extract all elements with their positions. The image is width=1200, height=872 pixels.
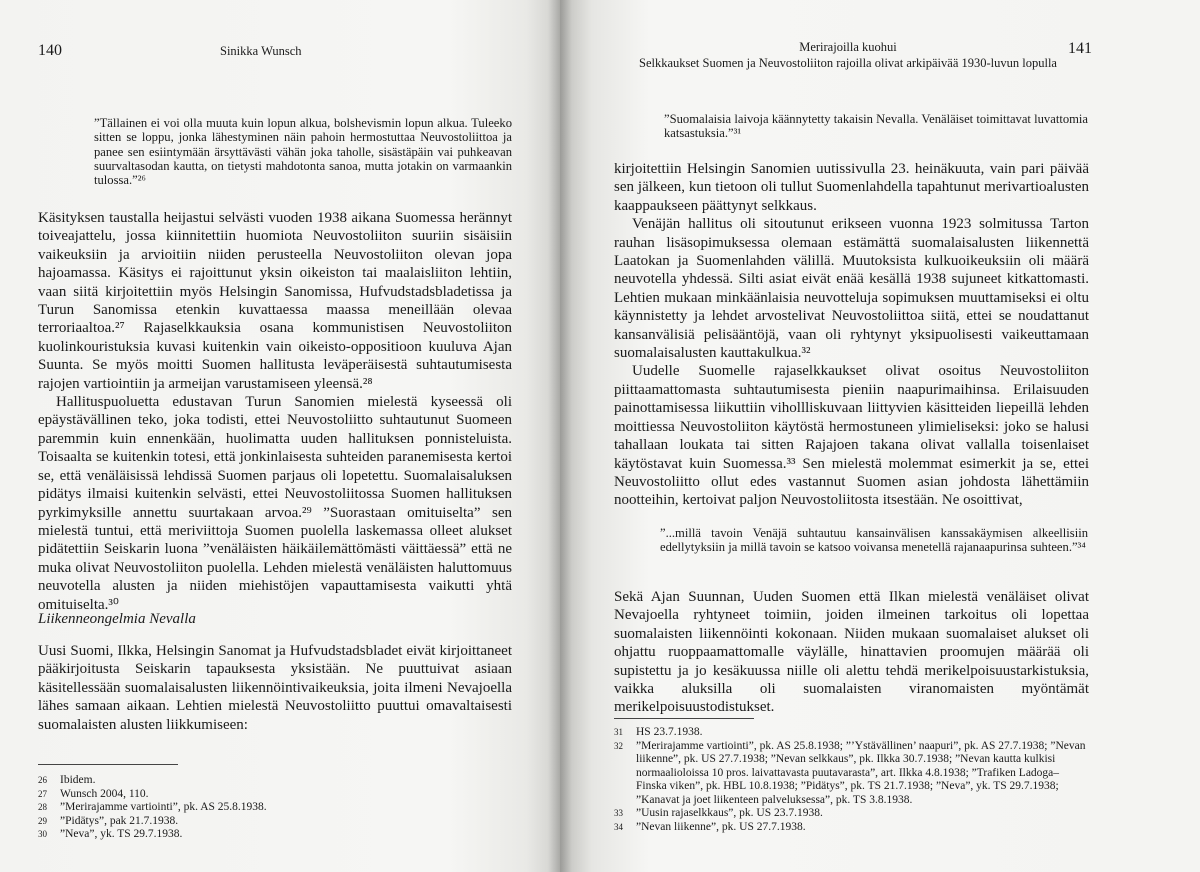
section-heading: Liikenneongelmia Nevalla: [38, 611, 196, 627]
book-gutter: [548, 0, 572, 872]
footnote: 29 ”Pidätys”, pak 21.7.1938.: [38, 814, 179, 827]
running-head: Sinikka Wunsch: [220, 44, 302, 58]
paragraph: Käsityksen taustalla heijastui selvästi vuoden 1938 aikana Suomessa herännyt toiveajattelu, jossa kiinnitettiin huomiota Neuvostoliiton suuriin sisäisiin vaikeuksiin ja arvioitiin niiden perusteella Neuvostoliiton olevan jopa hajoamassa. Käsitys ei rajoittunut yksin oikeiston tai maalaisliiton lehtiin, vaan siitä kirjoitettiin myös Helsingin Sanomissa, Hufvudstadsbladetissa ja Turun Sanomissa etenkin kuvattaessa maassa meneillään olevaa terroriaaltoa.²⁷ Rajaselkkauksia osana kommunistisen Neuvostoliiton kuolinkouristuksia kuvasi kuitenkin vain oikeisto-oppositioon kuuluva Ajan Suunta. Se myös moitti Suomen hallitusta leväperäisestä suhtautumisesta rajojen vartiointiin ja armeijan varustamiseen yleensä.²⁸: [38, 210, 512, 392]
page-number: 141: [1068, 40, 1092, 57]
paragraph: Venäjän hallitus oli sitoutunut erikseen vuonna 1923 solmitussa Tarton rauhan lisäsopimuksessa olemaan estämättä suomalaisalusten liikennettä Laatokan ja Suomenlahden välillä. Muutoksista kulkuoikeuksiin oli määrä neuvotella yhdessä. Silti asiat eivät enää kesällä 1938 sujuneet kitkattomasti. Lehtien mukaan minkäänlaisia neuvotteluja sopimuksen muuttamiseksi ei oltu käynnistetty ja lehdet arvostelivat Neuvostoliittoa siitä, ettei se noudattanut kansanvälisiä pelisääntöjä, vaan oli ryhtynyt yksipuolisesti vaikeuttamaan suomalaisalusten kauttakulkua.³²: [614, 216, 1089, 362]
footnote: 34 ”Nevan liikenne”, pk. US 27.7.1938.: [614, 820, 806, 833]
footnote: 26 Ibidem.: [38, 774, 96, 786]
page-number: 140: [38, 42, 62, 59]
block-quote: ”...millä tavoin Venäjä suhtautuu kansainvälisen kanssakäymisen alkeellisiin edellytyksiin ja millä tavoin se katsoo voivansa menetellä rajanaapurinsa suhteen.”³⁴: [660, 526, 1088, 555]
footnote-rule: [38, 764, 178, 765]
block-quote: ”Suomalaisia laivoja käännytetty takaisin Nevalla. Venäläiset toimittavat luvattomia katsastuksia.”³¹: [664, 112, 1088, 141]
running-head: [638, 39, 1058, 71]
running-head-title: Merirajoilla kuohui: [799, 40, 897, 54]
footnote: 32 ”Merirajamme vartiointi”, pk. AS 25.8.1938; ”’Ystävällinen’ naapuri”, pk. AS 27.7.1938; ”Nevan liikenne”, pk. US 27.7.1938; ”Nevan selkkaus”, pk. Ilkka 30.7.1938; ”Nevan kautta kulkisi normaalioloissa 10 pros. laivattavasta puutavarasta”, art. Ilkka 4.8.1938; ”Trafiken Ladoga–Finska viken”, pk. HBL 10.8.1938; ”Pidätys”, pk. TS 21.7.1938; ”Neva”, yk. TS 29.7.1938; ”Kanavat ja joet liikenteen palveluksessa”, pk. TS 3.8.1938.: [614, 739, 1086, 806]
paragraph: Hallituspuoluetta edustavan Turun Sanomien mielestä kyseessä oli epäystävällinen teko, joka todisti, ettei Neuvostoliitto suhtautunut Suomeen paremmin kuin ennenkään, huolimatta uuden hallituksen ponnisteluista. Toisaalta se kuitenkin totesi, että jonkinlaisesta suhteiden paranemisesta kertoi se, että venäläisissä lehdissä Suomen parjaus oli lopetettu. Suomalaisaluksen pidätys ilmaisi kuitenkin selvästi, ettei Neuvostoliitossa Suomen hallituksen pyrkimyksille annettu suurtakaan arvoa.²⁹ ”Suorastaan omituiselta” sen mielestä tuntui, että meriviittoja Suomen puolella laskemassa olleet alukset pidätettiin Seiskarin luona ”venäläisten häikäilemättömästi väittäessä” että ne muka olivat Neuvostoliiton puolella. Lehden mielestä venäläisten haluttomuus neuvotella alusten ja niiden miehistöjen vapauttamisesta vaikutti yhtä omituiselta.³⁰: [38, 394, 512, 613]
footnotes: [38, 774, 512, 842]
paragraph: Sekä Ajan Suunnan, Uuden Suomen että Ilkan mielestä venäläiset olivat Nevajoella ryhtyneet toimiin, joiden ilmeinen tarkoitus oli lopettaa suomalaisten liikennöinti kokonaan. Niiden mukaan suomalaiset alukset oli ohjattu ruoppaamattomalle väylälle, hinattavien proomujen määrää oli supistettu ja jo kesäkuussa niille oli alettu tehdä merikelpoisuustarkistuksia, vaikka aluksilla oli suomalaisten viranomaisten myöntämät merikelpoisuustodistukset.: [614, 589, 1089, 716]
footnote-rule: [614, 718, 754, 719]
paragraph: Uudelle Suomelle rajaselkkaukset olivat osoitus Neuvostoliiton piittaamattomasta suhtautumisesta pieniin naapurimaihinsa. Erilaisuuden painottamisessa liikuttiin vihollliskuvaan liittyvien käsitteiden liepeillä lehden moittiessa Neuvostoliiton käytöstä hermostuneen ylimieliseksi: joko se halusi tahallaan loukata tai sitten Rajajoen takana olivat vallalla toisenlaiset käytöstavat kuin Suomessa.³³ Sen mielestä molemmat esimerkit ja se, ettei Neuvostoliitto ollut edes vastannut Suomen asian johdosta lähettämiin nootteihin, kertoivat paljon Neuvostoliitosta itsestään. Ne osoittivat,: [614, 363, 1089, 509]
body-text: [614, 160, 1089, 510]
footnote: 33 ”Uusin rajaselkkaus”, pk. US 23.7.1938.: [614, 807, 823, 819]
footnote: 28 ”Merirajamme vartiointi”, pk. AS 25.8.1938.: [38, 801, 267, 813]
footnote: 30 ”Neva”, yk. TS 29.7.1938.: [38, 828, 183, 840]
block-quote: ”Tällainen ei voi olla muuta kuin lopun alkua, bolshevismin lopun alkua. Tuleeko sitten se loppu, jonka lähestyminen näin pahoin hermostuttaa Neuvostoliittoa ja panee sen esiintymään ärsyttävästi vähän joka taholle, sisästäpäin vai puhkeavan suurvaltasodan kautta, on tietysti mahdotonta sanoa, mutta jotakin on varmaankin tulossa.”²⁶: [94, 116, 512, 188]
paragraph: Uusi Suomi, Ilkka, Helsingin Sanomat ja Hufvudstadsbladet eivät kirjoittaneet pääkirjoitusta Seiskarin tapauksesta yksistään. Ne puuttuivat asiaan käsitellessään suomalaisalusten liikennöintivaikeuksia, joita ilmeni Nevajoella lähes samaan aikaan. Lehtien mielestä Neuvostoliitto puuttui omavaltaisesti suomalaisten alusten liikkumiseen:: [38, 643, 512, 733]
running-head-subtitle: Selkkaukset Suomen ja Neuvostoliiton rajoilla olivat arkipäivää 1930-luvun lopulla: [639, 56, 1057, 70]
paragraph: kirjoitettiin Helsingin Sanomien uutissivulla 23. heinäkuuta, vain pari päivää sen jälkeen, kun tietoon oli tullut Suomenlahdella tapahtunut merivartioalusten kaappaukseen päättynyt selkkaus.: [614, 161, 1089, 214]
footnotes: [614, 726, 1089, 834]
body-text: [614, 588, 1089, 717]
left-page: [0, 0, 560, 872]
right-page: [560, 0, 1200, 872]
footnote: 27 Wunsch 2004, 110.: [38, 787, 149, 800]
footnote: 31 HS 23.7.1938.: [614, 726, 703, 738]
body-text: [38, 209, 512, 614]
body-text: [38, 642, 512, 734]
